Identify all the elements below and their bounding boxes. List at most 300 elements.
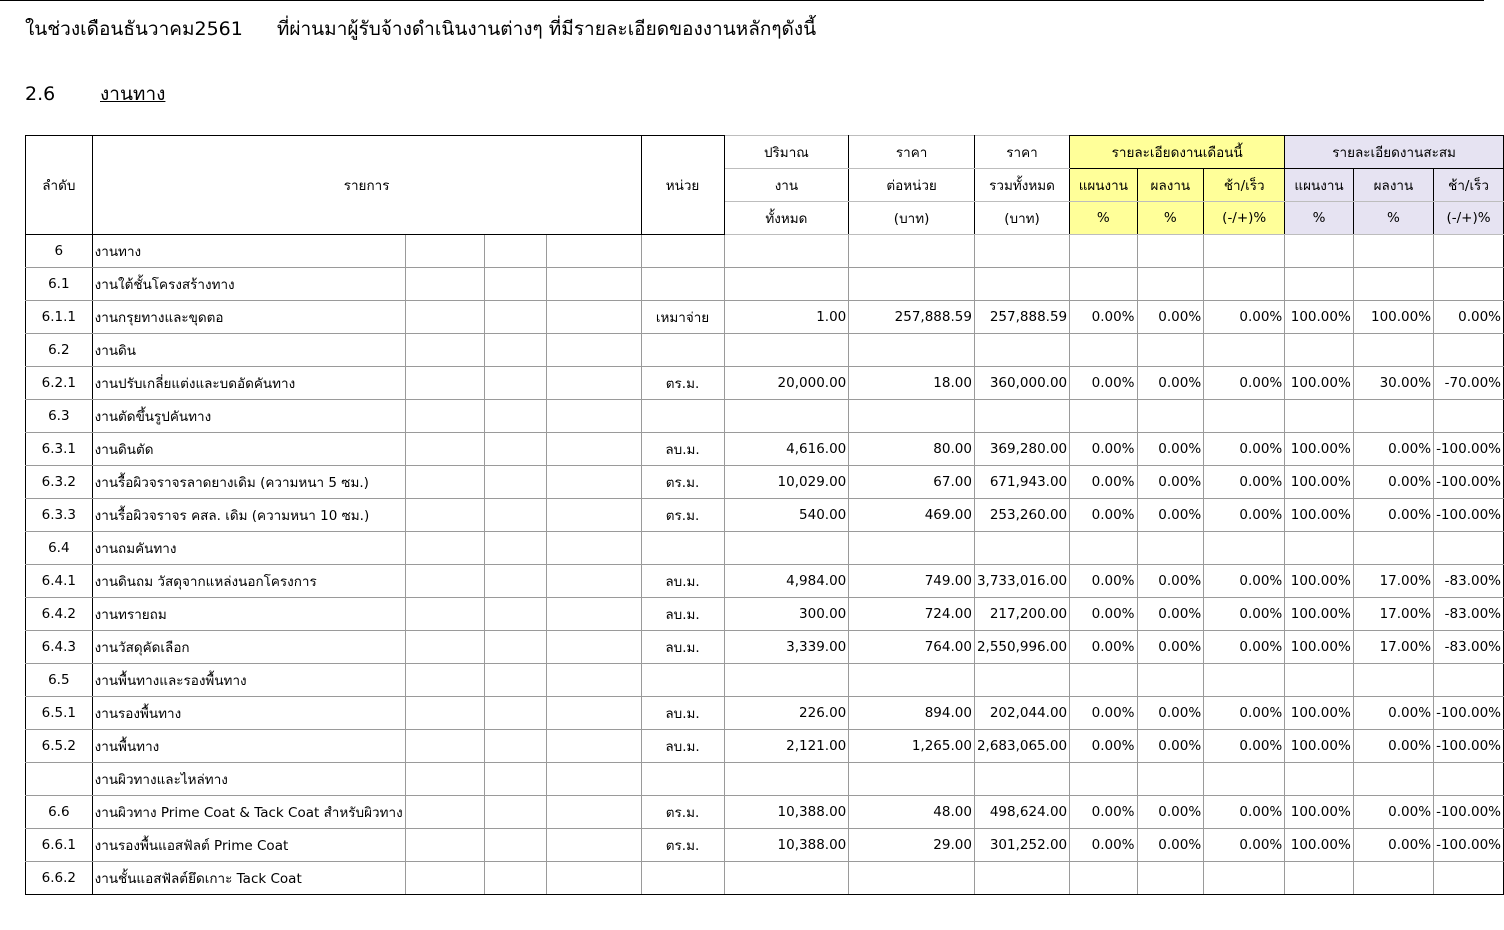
item-name: งานปรับเกลี่ยแต่งและบดอัดคันทาง [92, 367, 405, 400]
month-plan-cell: 0.00% [1070, 631, 1137, 664]
section-name: งานทาง [100, 83, 166, 105]
table-row [26, 565, 1504, 598]
work-progress-table [25, 135, 1504, 895]
quantity-cell: 20,000.00 [724, 367, 849, 400]
spacer-cell [547, 697, 641, 730]
cum-result-cell [1353, 862, 1433, 895]
header-item: รายการ [92, 136, 641, 235]
spacer-cell [405, 466, 484, 499]
month-plan-cell [1070, 532, 1137, 565]
table-row [26, 301, 1504, 334]
cum-plan-cell: 100.00% [1285, 367, 1354, 400]
spacer-cell [547, 334, 641, 367]
cum-result-cell [1353, 334, 1433, 367]
month-diff-cell: 0.00% [1204, 466, 1285, 499]
header-month-diff-pct: (-/+)% [1204, 202, 1285, 235]
spacer-cell [484, 730, 547, 763]
header-cum-result: ผลงาน [1353, 169, 1433, 202]
cum-plan-cell [1285, 334, 1354, 367]
row-number: 6.6.1 [26, 829, 93, 862]
header-price-2: ต่อหน่วย [849, 169, 975, 202]
total-price-cell: 253,260.00 [974, 499, 1069, 532]
header-cum-diff-pct: (-/+)% [1434, 202, 1504, 235]
quantity-cell: 10,029.00 [724, 466, 849, 499]
spacer-cell [547, 400, 641, 433]
unit-cell: ตร.ม. [641, 829, 724, 862]
row-number: 6.6 [26, 796, 93, 829]
cum-diff-cell: -100.00% [1434, 433, 1504, 466]
heading-period: ในช่วงเดือนธันวาคม2561 [25, 18, 243, 40]
total-price-cell [974, 400, 1069, 433]
unit-cell: ลบ.ม. [641, 565, 724, 598]
header-cumulative-group: รายละเอียดงานสะสม [1285, 136, 1504, 169]
spacer-cell [547, 664, 641, 697]
item-name: งานดินตัด [92, 433, 405, 466]
month-result-cell: 0.00% [1137, 433, 1204, 466]
cum-result-cell: 100.00% [1353, 301, 1433, 334]
spacer-cell [405, 631, 484, 664]
header-cum-plan: แผนงาน [1285, 169, 1354, 202]
quantity-cell: 226.00 [724, 697, 849, 730]
table-row [26, 796, 1504, 829]
month-diff-cell [1204, 334, 1285, 367]
cum-plan-cell: 100.00% [1285, 433, 1354, 466]
month-result-cell [1137, 235, 1204, 268]
item-name: งานใต้ชั้นโครงสร้างทาง [92, 268, 405, 301]
table-row [26, 466, 1504, 499]
quantity-cell: 2,121.00 [724, 730, 849, 763]
item-name: งานทาง [92, 235, 405, 268]
month-diff-cell: 0.00% [1204, 829, 1285, 862]
total-price-cell: 369,280.00 [974, 433, 1069, 466]
month-diff-cell [1204, 532, 1285, 565]
table-row [26, 400, 1504, 433]
spacer-cell [405, 697, 484, 730]
header-no: ลำดับ [26, 136, 93, 235]
month-plan-cell [1070, 664, 1137, 697]
unit-price-cell [849, 400, 975, 433]
cum-plan-cell [1285, 268, 1354, 301]
spacer-cell [405, 235, 484, 268]
header-cum-plan-pct: % [1285, 202, 1354, 235]
spacer-cell [547, 301, 641, 334]
total-price-cell [974, 664, 1069, 697]
unit-cell [641, 532, 724, 565]
month-result-cell: 0.00% [1137, 730, 1204, 763]
header-qty-1: ปริมาณ [724, 136, 849, 169]
unit-cell [641, 763, 724, 796]
spacer-cell [547, 796, 641, 829]
unit-price-cell: 257,888.59 [849, 301, 975, 334]
unit-price-cell: 894.00 [849, 697, 975, 730]
row-number: 6.2.1 [26, 367, 93, 400]
month-diff-cell [1204, 268, 1285, 301]
cum-diff-cell: -70.00% [1434, 367, 1504, 400]
unit-price-cell: 749.00 [849, 565, 975, 598]
spacer-cell [405, 532, 484, 565]
cum-diff-cell [1434, 664, 1504, 697]
month-diff-cell [1204, 862, 1285, 895]
unit-price-cell: 18.00 [849, 367, 975, 400]
spacer-cell [405, 367, 484, 400]
cum-result-cell: 0.00% [1353, 730, 1433, 763]
unit-cell: ตร.ม. [641, 796, 724, 829]
header-unit: หน่วย [641, 136, 724, 235]
month-result-cell: 0.00% [1137, 829, 1204, 862]
spacer-cell [405, 598, 484, 631]
unit-cell: ลบ.ม. [641, 598, 724, 631]
total-price-cell: 301,252.00 [974, 829, 1069, 862]
month-result-cell: 0.00% [1137, 367, 1204, 400]
month-result-cell: 0.00% [1137, 598, 1204, 631]
spacer-cell [547, 631, 641, 664]
unit-cell: เหมาจ่าย [641, 301, 724, 334]
unit-cell [641, 862, 724, 895]
unit-price-cell [849, 664, 975, 697]
quantity-cell [724, 532, 849, 565]
month-result-cell [1137, 664, 1204, 697]
month-result-cell [1137, 763, 1204, 796]
cum-diff-cell [1434, 763, 1504, 796]
month-plan-cell: 0.00% [1070, 367, 1137, 400]
row-number: 6.3.3 [26, 499, 93, 532]
quantity-cell: 10,388.00 [724, 829, 849, 862]
cum-plan-cell [1285, 400, 1354, 433]
section-number: 2.6 [25, 83, 56, 105]
cum-result-cell: 17.00% [1353, 565, 1433, 598]
cum-result-cell [1353, 532, 1433, 565]
spacer-cell [405, 499, 484, 532]
spacer-cell [405, 433, 484, 466]
quantity-cell: 540.00 [724, 499, 849, 532]
cum-result-cell: 0.00% [1353, 697, 1433, 730]
cum-diff-cell: -100.00% [1434, 499, 1504, 532]
item-name: งานวัสดุคัดเลือก [92, 631, 405, 664]
row-number: 6.3 [26, 400, 93, 433]
quantity-cell [724, 334, 849, 367]
unit-cell: ลบ.ม. [641, 730, 724, 763]
month-result-cell [1137, 400, 1204, 433]
header-total-2: รวมทั้งหมด [974, 169, 1069, 202]
month-diff-cell [1204, 664, 1285, 697]
item-name: งานรองพื้นแอสฟัลต์ Prime Coat [92, 829, 405, 862]
item-name: งานผิวทาง Prime Coat & Tack Coat สำหรับผิวทาง [92, 796, 405, 829]
quantity-cell: 10,388.00 [724, 796, 849, 829]
row-number: 6.3.2 [26, 466, 93, 499]
spacer-cell [547, 499, 641, 532]
month-plan-cell [1070, 400, 1137, 433]
total-price-cell [974, 268, 1069, 301]
cum-plan-cell: 100.00% [1285, 598, 1354, 631]
month-plan-cell [1070, 862, 1137, 895]
spacer-cell [405, 664, 484, 697]
cum-result-cell: 0.00% [1353, 829, 1433, 862]
month-diff-cell [1204, 400, 1285, 433]
quantity-cell: 4,984.00 [724, 565, 849, 598]
row-number: 6.5.2 [26, 730, 93, 763]
item-name: งานตัดขึ้นรูปคันทาง [92, 400, 405, 433]
cum-diff-cell: -83.00% [1434, 631, 1504, 664]
spacer-cell [484, 829, 547, 862]
item-name: งานรองพื้นทาง [92, 697, 405, 730]
table-row [26, 664, 1504, 697]
item-name: งานรื้อผิวจราจรลาดยางเดิม (ความหนา 5 ซม.) [92, 466, 405, 499]
row-number: 6.5.1 [26, 697, 93, 730]
cum-diff-cell [1434, 532, 1504, 565]
month-result-cell [1137, 268, 1204, 301]
unit-price-cell: 469.00 [849, 499, 975, 532]
month-plan-cell: 0.00% [1070, 301, 1137, 334]
unit-price-cell: 764.00 [849, 631, 975, 664]
unit-price-cell: 48.00 [849, 796, 975, 829]
item-name: งานดินถม วัสดุจากแหล่งนอกโครงการ [92, 565, 405, 598]
cum-plan-cell: 100.00% [1285, 565, 1354, 598]
item-name: งานพื้นทางและรองพื้นทาง [92, 664, 405, 697]
quantity-cell [724, 763, 849, 796]
month-plan-cell [1070, 763, 1137, 796]
unit-price-cell: 724.00 [849, 598, 975, 631]
total-price-cell: 217,200.00 [974, 598, 1069, 631]
header-cum-result-pct: % [1353, 202, 1433, 235]
month-diff-cell: 0.00% [1204, 301, 1285, 334]
total-price-cell: 498,624.00 [974, 796, 1069, 829]
unit-cell: ตร.ม. [641, 466, 724, 499]
month-diff-cell: 0.00% [1204, 796, 1285, 829]
table-row [26, 697, 1504, 730]
month-plan-cell: 0.00% [1070, 730, 1137, 763]
header-month-group: รายละเอียดงานเดือนนี้ [1070, 136, 1285, 169]
cum-result-cell [1353, 664, 1433, 697]
unit-cell: ตร.ม. [641, 367, 724, 400]
header-price-3: (บาท) [849, 202, 975, 235]
unit-price-cell [849, 334, 975, 367]
cum-diff-cell: -83.00% [1434, 565, 1504, 598]
cum-result-cell [1353, 268, 1433, 301]
spacer-cell [484, 334, 547, 367]
cum-plan-cell [1285, 862, 1354, 895]
total-price-cell [974, 334, 1069, 367]
cum-diff-cell [1434, 334, 1504, 367]
cum-plan-cell: 100.00% [1285, 796, 1354, 829]
unit-cell: ลบ.ม. [641, 433, 724, 466]
month-result-cell: 0.00% [1137, 796, 1204, 829]
total-price-cell: 202,044.00 [974, 697, 1069, 730]
section-title [25, 79, 165, 109]
spacer-cell [405, 763, 484, 796]
row-number [26, 763, 93, 796]
month-plan-cell: 0.00% [1070, 697, 1137, 730]
item-name: งานชั้นแอสฟัลต์ยึดเกาะ Tack Coat [92, 862, 405, 895]
top-rule [0, 0, 1484, 1]
cum-plan-cell: 100.00% [1285, 730, 1354, 763]
month-result-cell: 0.00% [1137, 301, 1204, 334]
cum-result-cell: 0.00% [1353, 796, 1433, 829]
item-name: งานกรุยทางและขุดตอ [92, 301, 405, 334]
month-diff-cell: 0.00% [1204, 367, 1285, 400]
cum-diff-cell [1434, 268, 1504, 301]
cum-result-cell: 17.00% [1353, 598, 1433, 631]
cum-diff-cell: -100.00% [1434, 829, 1504, 862]
spacer-cell [484, 796, 547, 829]
cum-diff-cell [1434, 235, 1504, 268]
spacer-cell [484, 763, 547, 796]
header-total-1: ราคา [974, 136, 1069, 169]
cum-result-cell: 30.00% [1353, 367, 1433, 400]
header-qty-2: งาน [724, 169, 849, 202]
unit-cell: ลบ.ม. [641, 697, 724, 730]
cum-result-cell [1353, 235, 1433, 268]
month-diff-cell [1204, 235, 1285, 268]
item-name: งานพื้นทาง [92, 730, 405, 763]
page-heading [25, 14, 816, 44]
heading-text: ที่ผ่านมาผู้รับจ้างดำเนินงานต่างๆ ที่มีรายละเอียดของงานหลักๆดังนี้ [276, 18, 817, 40]
spacer-cell [484, 697, 547, 730]
month-plan-cell [1070, 334, 1137, 367]
cum-diff-cell: -100.00% [1434, 697, 1504, 730]
spacer-cell [484, 532, 547, 565]
row-number: 6.1.1 [26, 301, 93, 334]
spacer-cell [547, 466, 641, 499]
spacer-cell [484, 631, 547, 664]
unit-cell [641, 235, 724, 268]
spacer-cell [484, 499, 547, 532]
table-row [26, 532, 1504, 565]
row-number: 6.4 [26, 532, 93, 565]
month-plan-cell: 0.00% [1070, 796, 1137, 829]
unit-cell: ตร.ม. [641, 499, 724, 532]
month-result-cell: 0.00% [1137, 565, 1204, 598]
month-plan-cell [1070, 235, 1137, 268]
spacer-cell [547, 565, 641, 598]
row-number: 6.6.2 [26, 862, 93, 895]
spacer-cell [547, 730, 641, 763]
spacer-cell [547, 829, 641, 862]
table-row [26, 268, 1504, 301]
cum-result-cell: 0.00% [1353, 433, 1433, 466]
spacer-cell [484, 565, 547, 598]
quantity-cell [724, 400, 849, 433]
quantity-cell [724, 235, 849, 268]
cum-result-cell: 0.00% [1353, 466, 1433, 499]
total-price-cell: 3,733,016.00 [974, 565, 1069, 598]
quantity-cell: 4,616.00 [724, 433, 849, 466]
total-price-cell: 2,683,065.00 [974, 730, 1069, 763]
total-price-cell: 671,943.00 [974, 466, 1069, 499]
spacer-cell [405, 400, 484, 433]
header-month-plan-pct: % [1070, 202, 1137, 235]
spacer-cell [484, 301, 547, 334]
unit-price-cell [849, 862, 975, 895]
month-diff-cell: 0.00% [1204, 433, 1285, 466]
unit-price-cell: 1,265.00 [849, 730, 975, 763]
item-name: งานดิน [92, 334, 405, 367]
item-name: งานถมคันทาง [92, 532, 405, 565]
cum-result-cell [1353, 400, 1433, 433]
spacer-cell [405, 565, 484, 598]
month-diff-cell: 0.00% [1204, 730, 1285, 763]
month-diff-cell: 0.00% [1204, 631, 1285, 664]
spacer-cell [547, 532, 641, 565]
header-price-1: ราคา [849, 136, 975, 169]
total-price-cell [974, 532, 1069, 565]
cum-plan-cell: 100.00% [1285, 697, 1354, 730]
spacer-cell [547, 268, 641, 301]
total-price-cell [974, 862, 1069, 895]
cum-diff-cell: -100.00% [1434, 730, 1504, 763]
item-name: งานทรายถม [92, 598, 405, 631]
cum-plan-cell: 100.00% [1285, 631, 1354, 664]
total-price-cell: 257,888.59 [974, 301, 1069, 334]
unit-cell [641, 268, 724, 301]
cum-diff-cell [1434, 400, 1504, 433]
month-diff-cell: 0.00% [1204, 499, 1285, 532]
unit-price-cell [849, 268, 975, 301]
cum-plan-cell [1285, 532, 1354, 565]
total-price-cell: 2,550,996.00 [974, 631, 1069, 664]
table-row [26, 631, 1504, 664]
item-name: งานรื้อผิวจราจร คสล. เดิม (ความหนา 10 ซม.) [92, 499, 405, 532]
header-qty-3: ทั้งหมด [724, 202, 849, 235]
spacer-cell [547, 433, 641, 466]
month-result-cell [1137, 334, 1204, 367]
cum-plan-cell [1285, 763, 1354, 796]
table-row [26, 730, 1504, 763]
table-row [26, 829, 1504, 862]
cum-plan-cell [1285, 664, 1354, 697]
unit-price-cell [849, 763, 975, 796]
row-number: 6.1 [26, 268, 93, 301]
row-number: 6.4.2 [26, 598, 93, 631]
unit-cell [641, 400, 724, 433]
spacer-cell [484, 466, 547, 499]
spacer-cell [547, 862, 641, 895]
spacer-cell [547, 598, 641, 631]
spacer-cell [405, 796, 484, 829]
spacer-cell [484, 862, 547, 895]
month-plan-cell [1070, 268, 1137, 301]
cum-result-cell: 0.00% [1353, 499, 1433, 532]
spacer-cell [405, 301, 484, 334]
header-month-result-pct: % [1137, 202, 1204, 235]
header-month-plan: แผนงาน [1070, 169, 1137, 202]
table-row [26, 763, 1504, 796]
month-result-cell [1137, 532, 1204, 565]
unit-cell [641, 664, 724, 697]
table-row [26, 367, 1504, 400]
quantity-cell [724, 268, 849, 301]
unit-cell [641, 334, 724, 367]
quantity-cell: 3,339.00 [724, 631, 849, 664]
table-row [26, 334, 1504, 367]
header-month-diff: ช้า/เร็ว [1204, 169, 1285, 202]
header-total-3: (บาท) [974, 202, 1069, 235]
cum-result-cell [1353, 763, 1433, 796]
quantity-cell [724, 664, 849, 697]
spacer-cell [405, 862, 484, 895]
month-plan-cell: 0.00% [1070, 466, 1137, 499]
unit-price-cell: 29.00 [849, 829, 975, 862]
table-row [26, 235, 1504, 268]
cum-result-cell: 17.00% [1353, 631, 1433, 664]
month-diff-cell: 0.00% [1204, 565, 1285, 598]
cum-plan-cell [1285, 235, 1354, 268]
spacer-cell [405, 730, 484, 763]
cum-plan-cell: 100.00% [1285, 829, 1354, 862]
spacer-cell [484, 433, 547, 466]
cum-diff-cell: -83.00% [1434, 598, 1504, 631]
row-number: 6.4.3 [26, 631, 93, 664]
month-result-cell: 0.00% [1137, 499, 1204, 532]
